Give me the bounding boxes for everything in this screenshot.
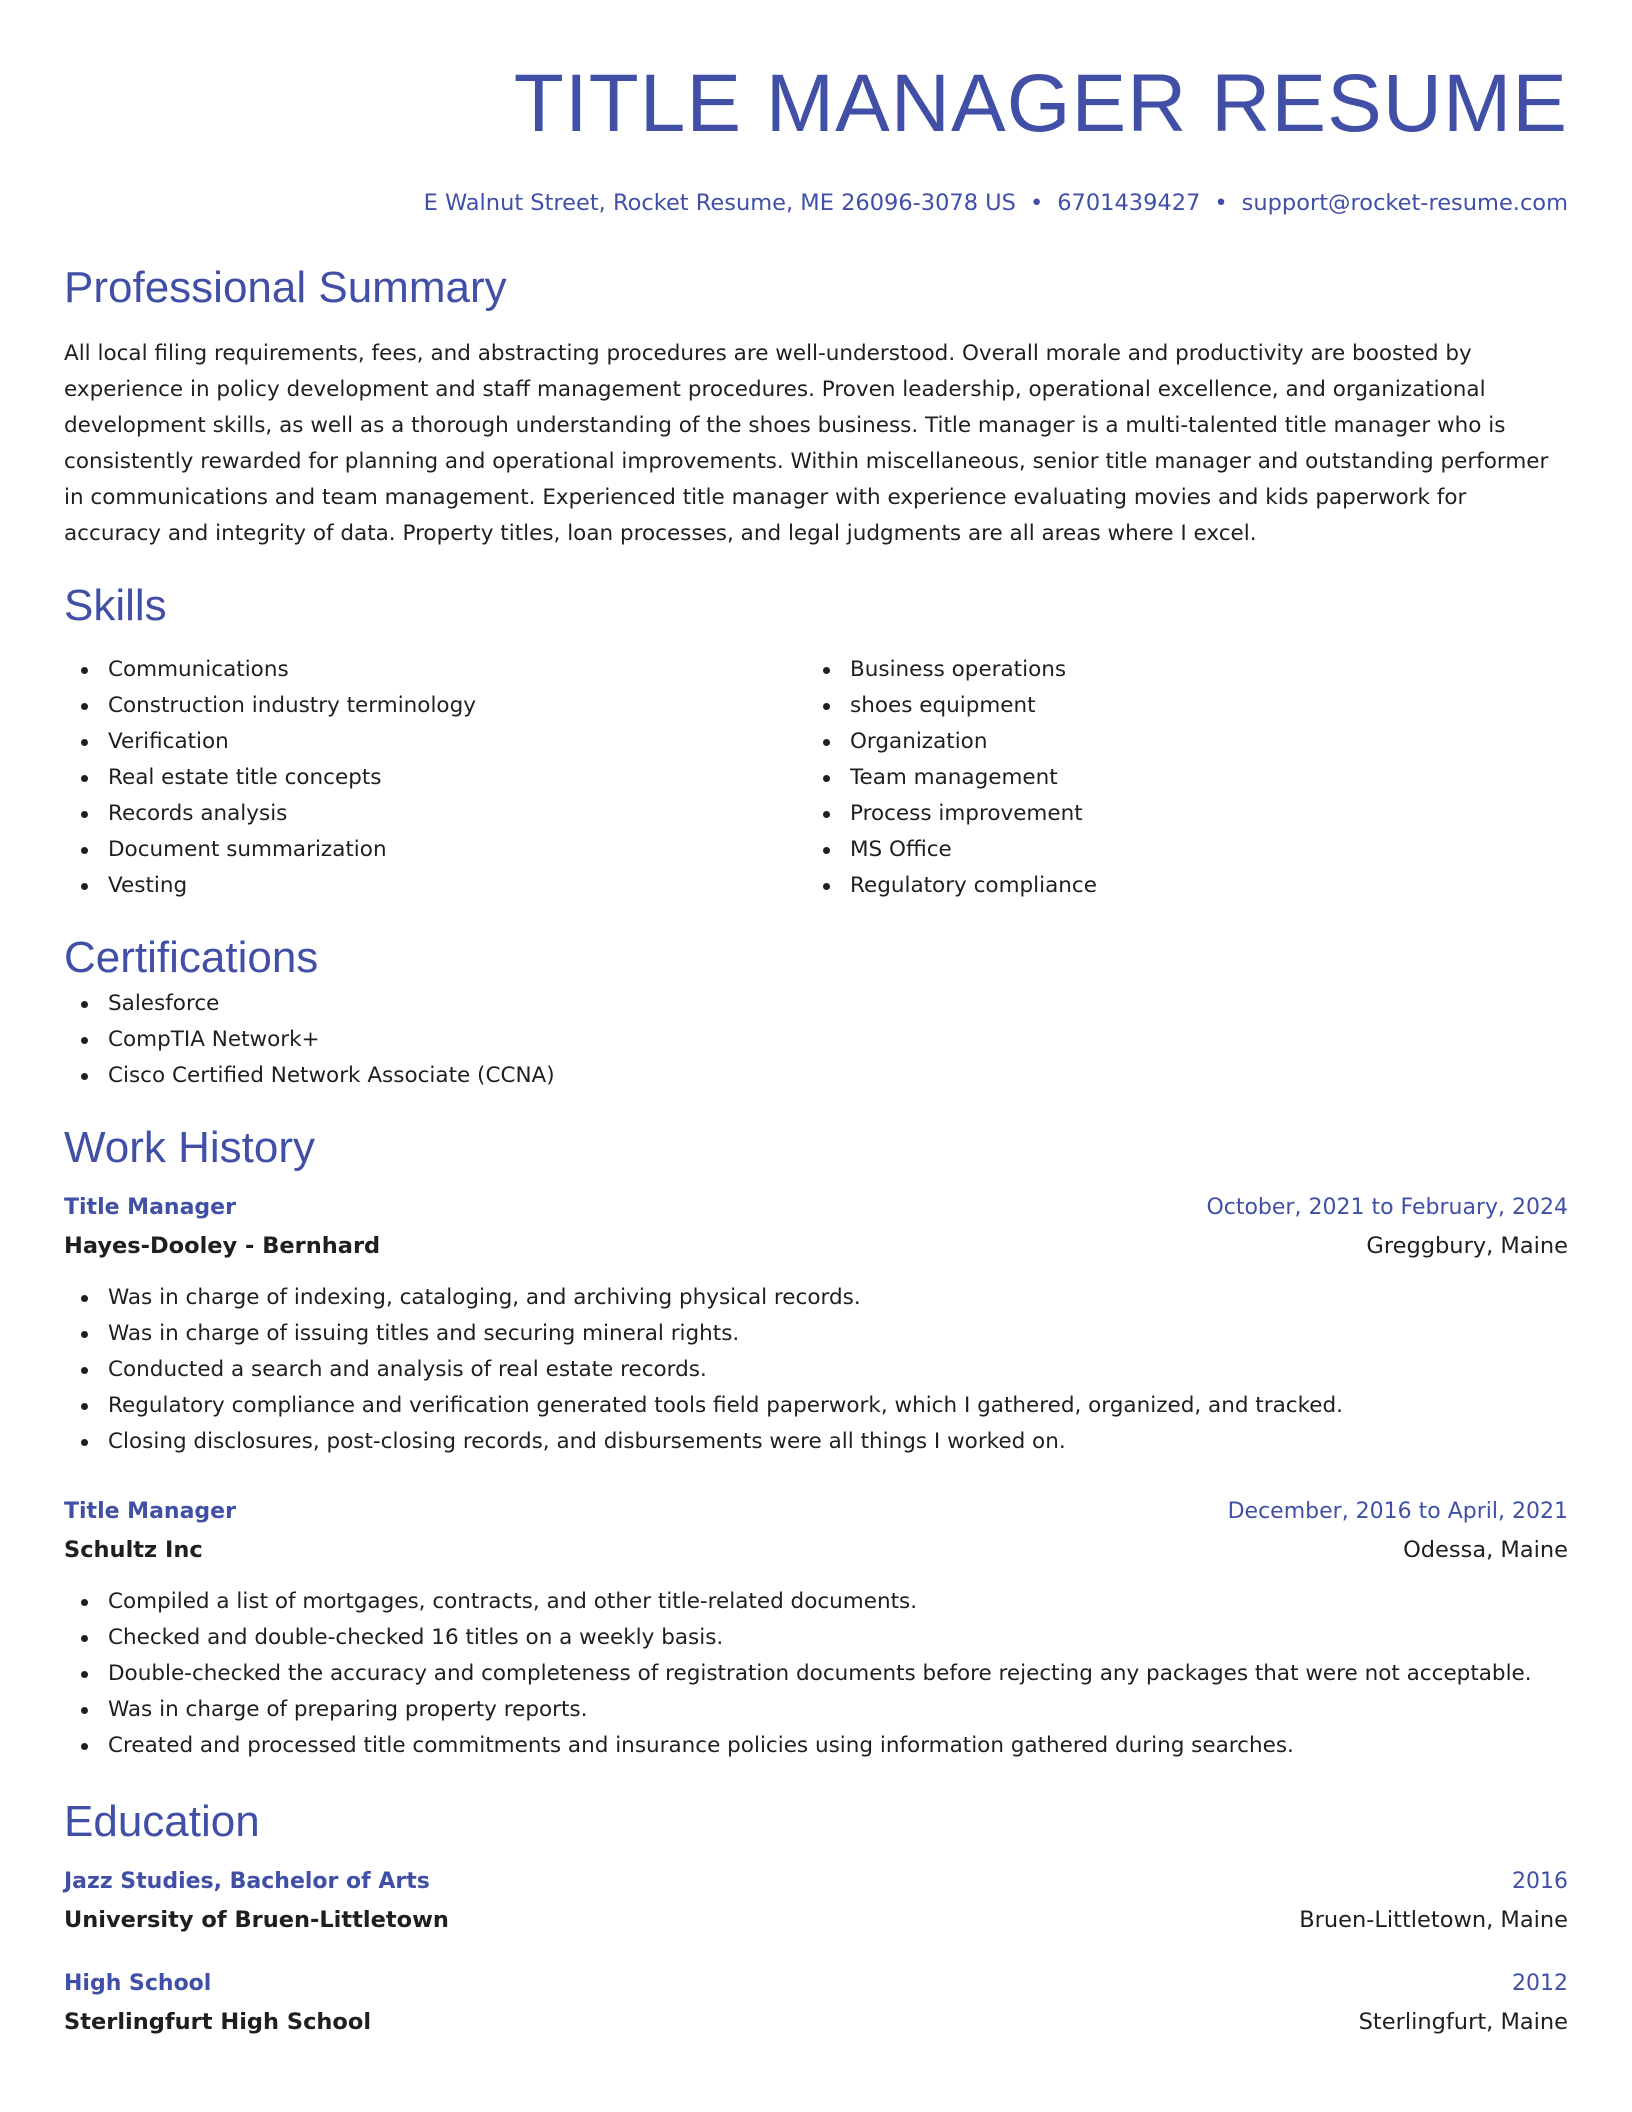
education-entry xyxy=(64,1864,1568,1940)
job-dates: December, 2016 to April, 2021 xyxy=(1227,1499,1568,1524)
skill-item: Document summarization xyxy=(64,832,806,868)
contact-line xyxy=(64,190,1568,216)
job-company: Schultz Inc xyxy=(64,1537,203,1563)
education-section xyxy=(64,1794,1568,2042)
job-company-row xyxy=(64,1226,1568,1266)
certifications-list xyxy=(64,986,1568,1094)
education-school: Sterlingfurt High School xyxy=(64,2009,372,2035)
skill-item: Vesting xyxy=(64,868,806,904)
education-school: University of Bruen-Littletown xyxy=(64,1907,449,1933)
job-bullet: Was in charge of issuing titles and securing mineral rights. xyxy=(64,1316,1568,1352)
skill-item: shoes equipment xyxy=(806,688,1546,724)
section-title-certifications: Certifications xyxy=(64,933,319,982)
education-year: 2016 xyxy=(1512,1869,1568,1894)
skills-list-right xyxy=(806,652,1546,904)
skills-list-left xyxy=(64,652,806,904)
contact-address: E Walnut Street, Rocket Resume, ME 26096-3078 US xyxy=(423,190,1016,216)
skill-item: Verification xyxy=(64,724,806,760)
skill-item: Process improvement xyxy=(806,796,1546,832)
skills-columns xyxy=(64,652,1568,904)
job-bullet: Closing disclosures, post-closing records, and disbursements were all things I worked on. xyxy=(64,1424,1568,1460)
job-bullet: Was in charge of indexing, cataloging, and archiving physical records. xyxy=(64,1280,1568,1316)
job-bullet: Conducted a search and analysis of real estate records. xyxy=(64,1352,1568,1388)
summary-text: All local filing requirements, fees, and abstracting procedures are well-understood. Overall morale and productivity are boosted by experience in policy development and staff management procedures. Proven leadership, operational excellence, and organizational development skills, as well as a thorough understanding of the shoes business. Title manager is a multi-talented title manager who is consistently rewarded for planning and operational improvements. Within miscellaneous, senior title manager and outstanding performer in communications and team management. Experienced title manager with experience evaluating movies and kids paperwork for accuracy and integrity of data. Property titles, loan processes, and legal judgments are all areas where I excel. xyxy=(64,341,1549,546)
contact-phone: 6701439427 xyxy=(1057,190,1201,216)
section-title-work-history: Work History xyxy=(64,1123,315,1172)
work-history-section xyxy=(64,1120,1568,1764)
contact-separator: • xyxy=(1214,190,1228,216)
education-location: Bruen-Littletown, Maine xyxy=(1299,1907,1568,1933)
job-header-row xyxy=(64,1190,1568,1226)
job-bullet: Created and processed title commitments and insurance policies using information gathered during searches. xyxy=(64,1728,1568,1764)
job-bullets xyxy=(64,1280,1568,1460)
skill-item: Business operations xyxy=(806,652,1546,688)
education-school-row xyxy=(64,1900,1568,1940)
education-location: Sterlingfurt, Maine xyxy=(1358,2009,1568,2035)
job-dates: October, 2021 to February, 2024 xyxy=(1206,1195,1568,1220)
resume-title: TITLE MANAGER RESUME xyxy=(513,58,1568,149)
job-entry xyxy=(64,1494,1568,1764)
resume-header xyxy=(64,0,1568,216)
skill-item: MS Office xyxy=(806,832,1546,868)
job-bullet: Compiled a list of mortgages, contracts, and other title-related documents. xyxy=(64,1584,1568,1620)
skill-item: Records analysis xyxy=(64,796,806,832)
section-title-summary: Professional Summary xyxy=(64,263,507,312)
job-location: Greggbury, Maine xyxy=(1366,1233,1568,1259)
job-bullet: Regulatory compliance and verification generated tools field paperwork, which I gathered, organized, and tracked. xyxy=(64,1388,1568,1424)
section-title-education: Education xyxy=(64,1797,260,1846)
job-bullets xyxy=(64,1584,1568,1764)
section-title-skills: Skills xyxy=(64,581,167,630)
education-entry xyxy=(64,1966,1568,2042)
certification-item: Salesforce xyxy=(64,986,1568,1022)
job-bullet: Double-checked the accuracy and completeness of registration documents before rejecting any packages that were not acceptable. xyxy=(64,1656,1568,1692)
professional-summary-section xyxy=(64,260,1568,552)
skill-item: Organization xyxy=(806,724,1546,760)
skills-section xyxy=(64,578,1568,904)
contact-email[interactable]: support@rocket-resume.com xyxy=(1241,190,1568,216)
job-role: Title Manager xyxy=(64,1499,236,1524)
skill-item: Real estate title concepts xyxy=(64,760,806,796)
job-location: Odessa, Maine xyxy=(1403,1537,1568,1563)
certifications-section xyxy=(64,930,1568,1094)
job-company: Hayes-Dooley - Bernhard xyxy=(64,1233,381,1259)
education-school-row xyxy=(64,2002,1568,2042)
skill-item: Communications xyxy=(64,652,806,688)
education-header-row xyxy=(64,1966,1568,2002)
job-header-row xyxy=(64,1494,1568,1530)
job-company-row xyxy=(64,1530,1568,1570)
education-degree: Jazz Studies, Bachelor of Arts xyxy=(64,1869,430,1894)
certification-item: CompTIA Network+ xyxy=(64,1022,1568,1058)
education-degree: High School xyxy=(64,1971,212,1996)
skill-item: Team management xyxy=(806,760,1546,796)
job-bullet: Was in charge of preparing property reports. xyxy=(64,1692,1568,1728)
job-entry xyxy=(64,1190,1568,1460)
job-bullet: Checked and double-checked 16 titles on a weekly basis. xyxy=(64,1620,1568,1656)
education-header-row xyxy=(64,1864,1568,1900)
contact-separator: • xyxy=(1029,190,1044,216)
education-year: 2012 xyxy=(1512,1971,1568,1996)
skill-item: Construction industry terminology xyxy=(64,688,806,724)
certification-item: Cisco Certified Network Associate (CCNA) xyxy=(64,1058,1568,1094)
skill-item: Regulatory compliance xyxy=(806,868,1546,904)
job-role: Title Manager xyxy=(64,1195,236,1220)
